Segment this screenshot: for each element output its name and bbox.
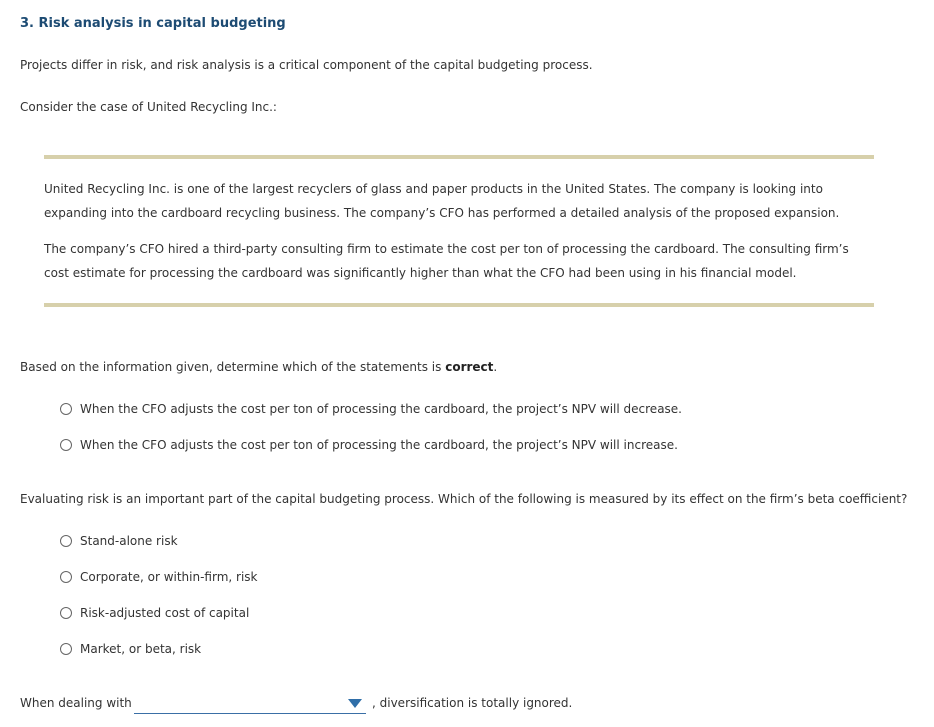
q3-dropdown[interactable] bbox=[134, 695, 366, 714]
q2-option-risk-adjusted[interactable] bbox=[60, 605, 249, 621]
case-para2-line2: cost estimate for processing the cardboard was significantly higher than what the CFO had been using in his financial model. bbox=[44, 266, 797, 280]
q2-option-label: Stand-alone risk bbox=[80, 534, 178, 548]
q2-option-label: Market, or beta, risk bbox=[80, 642, 202, 656]
q1-option-increase[interactable] bbox=[60, 437, 678, 453]
case-box-top-rule bbox=[44, 155, 874, 159]
q2-prompt: Evaluating risk is an important part of the capital budgeting process. Which of the following is measured by its effect on the firm’s beta coefficient? bbox=[20, 492, 908, 506]
case-para2-line1: The company’s CFO hired a third-party consulting firm to estimate the cost per ton of processing the cardboard. The consulting firm’s bbox=[44, 242, 849, 256]
q1-option-decrease[interactable] bbox=[60, 401, 682, 417]
q2-option-label: Corporate, or within-firm, risk bbox=[80, 570, 258, 584]
radio-button[interactable] bbox=[60, 439, 72, 451]
radio-button[interactable] bbox=[60, 403, 72, 415]
q2-option-market[interactable] bbox=[60, 641, 201, 657]
q2-option-stand-alone[interactable] bbox=[60, 533, 178, 549]
q2-option-corporate[interactable] bbox=[60, 569, 258, 585]
q3-prefix: When dealing with bbox=[20, 696, 132, 710]
q1-prompt-suffix: . bbox=[493, 360, 498, 374]
q1-prompt-bold: correct bbox=[445, 360, 494, 374]
q2-option-label: Risk-adjusted cost of capital bbox=[80, 606, 250, 620]
q3-suffix: , diversification is totally ignored. bbox=[372, 696, 573, 710]
question-title: 3. Risk analysis in capital budgeting bbox=[20, 16, 286, 31]
chevron-down-icon[interactable] bbox=[348, 699, 362, 708]
case-box-bottom-rule bbox=[44, 303, 874, 307]
q1-prompt-prefix: Based on the information given, determine which of the statements is bbox=[20, 360, 446, 374]
intro-text: Projects differ in risk, and risk analysis is a critical component of the capital budgeting process. bbox=[20, 58, 593, 72]
q1-option-label: When the CFO adjusts the cost per ton of processing the cardboard, the project’s NPV will increase. bbox=[80, 438, 678, 452]
radio-button[interactable] bbox=[60, 643, 72, 655]
case-para1-line2: expanding into the cardboard recycling business. The company’s CFO has performed a detailed analysis of the proposed expansion. bbox=[44, 206, 840, 220]
case-para1-line1: United Recycling Inc. is one of the largest recyclers of glass and paper products in the United States. The company is looking into bbox=[44, 182, 823, 196]
radio-button[interactable] bbox=[60, 535, 72, 547]
q1-prompt bbox=[20, 360, 497, 374]
q1-option-label: When the CFO adjusts the cost per ton of processing the cardboard, the project’s NPV will decrease. bbox=[80, 402, 682, 416]
case-intro-text: Consider the case of United Recycling Inc.: bbox=[20, 100, 277, 114]
radio-button[interactable] bbox=[60, 571, 72, 583]
radio-button[interactable] bbox=[60, 607, 72, 619]
